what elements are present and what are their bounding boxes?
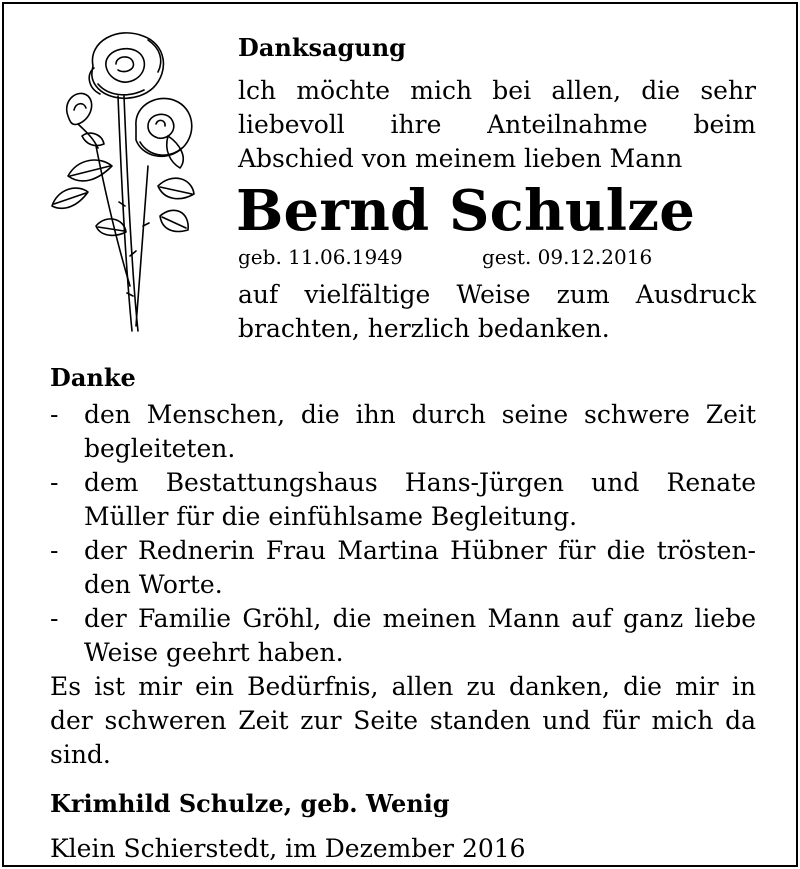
closing-line-1: Es ist mir ein Bedürfnis, allen zu danken, die mir in [50,672,756,701]
list-item-line: begleiteten. [84,434,236,463]
list-item-line: den Worte. [84,570,223,599]
closing-line-2: der schweren Zeit zur Seite standen und für mich da [50,706,756,735]
signature: Krimhild Schulze, geb. Wenig [50,789,450,818]
list-item-line: Müller für die einfühlsame Begleitung. [84,502,578,531]
after-line-1: auf vielfältige Weise zum Ausdruck [238,280,756,309]
list-item-line: dem Bestattungshaus Hans-Jürgen und Renate [84,468,756,497]
death-date: gest. 09.12.2016 [482,245,653,269]
list-dash: - [50,400,59,429]
intro-line-2: liebevoll ihre Anteilnahme beim [238,110,756,139]
heading-danke: Danke [50,363,136,392]
list-item-line: der Rednerin Frau Martina Hübner für die trösten- [84,536,756,565]
thanks-block [50,362,756,866]
list-dash: - [50,468,59,497]
list-item [50,534,756,602]
thanks-list [50,398,756,670]
deceased-name: Bernd Schulze [236,178,696,244]
list-dash: - [50,604,59,633]
after-line-2: brachten, herzlich bedanken. [238,314,610,343]
list-item [50,602,756,670]
rose-illustration-icon [48,26,198,344]
heading-danksagung: Danksagung [238,33,406,62]
place-date: Klein Schierstedt, im Dezember 2016 [50,834,526,863]
list-item-line: den Menschen, die ihn durch seine schwere Zeit [84,400,756,429]
list-item-line: Weise geehrt haben. [84,638,344,667]
life-dates [238,244,756,270]
intro-line-1: lch möchte mich bei allen, die sehr [238,76,756,105]
birth-date: geb. 11.06.1949 [238,245,403,269]
list-item [50,466,756,534]
intro-line-3: Abschied von meinem lieben Mann [238,144,683,173]
list-item [50,398,756,466]
list-dash: - [50,536,59,565]
obituary-notice [2,2,798,867]
header-block [238,32,756,346]
closing-line-3: sind. [50,740,111,769]
list-item-line: der Familie Gröhl, die meinen Mann auf ganz liebe [84,604,756,633]
